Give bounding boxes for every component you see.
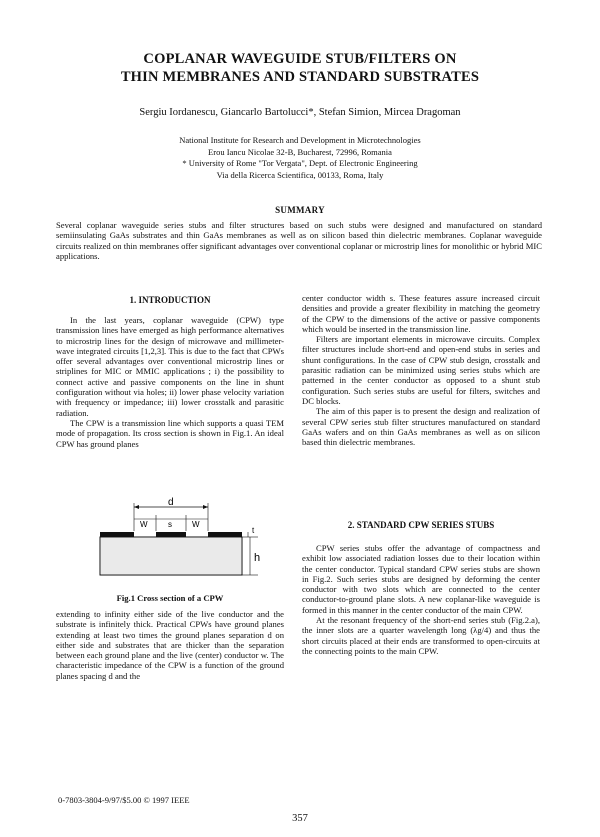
intro-left-lower	[56, 609, 284, 681]
substrate-fill	[101, 538, 241, 574]
ground-plane-right	[208, 532, 242, 537]
section2-paragraph: CPW series stubs offer the advantage of compactness and exhibit low associated radiation losses due to their location within the center conductor. Typical standard CPW series stubs are shown in Fig.2. Such series stubs are designed by deforming the center conductor with two slots which are connected to the center conductor-to-ground plane slots. A new coplanar-like waveguide is formed in this manner in the center conductor of the main CPW.	[302, 543, 540, 615]
intro-paragraph: Filters are important elements in microwave circuits. Complex filter structures include short-end and open-end stubs in series and shunt configurations. In the case of CPW stub design, crosstalk and parasitic radiation can be minimized using series stubs which are patterned in the center conductor as opposed to a shunt stub configuration. Such series stubs are useful for filters, switches and DC blocks.	[302, 334, 540, 406]
affiliation-line: * University of Rome "Tor Vergata", Dept. of Electronic Engineering	[182, 158, 418, 169]
d-arrow-right	[203, 505, 208, 509]
section2-body	[302, 543, 540, 656]
section2-paragraph: At the resonant frequency of the short-end series stub (Fig.2.a), the inner slots are a quarter wavelength long (λg/4) and thus the short circuits placed at their ends are transformed to open-circuits at the connecting points to the main CPW.	[302, 615, 540, 656]
affiliations	[0, 135, 600, 181]
copyright-notice: 0-7803-3804-9/97/$5.00 © 1997 IEEE	[58, 795, 190, 805]
intro-left-upper	[56, 315, 284, 449]
paper-title	[0, 50, 600, 86]
center-conductor	[156, 532, 186, 537]
ground-plane-left	[100, 532, 134, 537]
affiliation-line: Via della Ricerca Scientifica, 00133, Roma, Italy	[216, 169, 384, 180]
intro-paragraph: The CPW is a transmission line which supports a quasi TEM mode of propagation. Its cross section is shown in Fig.1. An ideal CPW has ground planes	[56, 417, 284, 449]
affiliation-line: Erou Iancu Nicolae 32-B, Bucharest, 72996, Romania	[208, 146, 392, 157]
h-label: h	[254, 552, 261, 564]
title-line-1: COPLANAR WAVEGUIDE STUB/FILTERS ON	[143, 51, 457, 67]
section2-heading: 2. STANDARD CPW SERIES STUBS	[347, 520, 495, 530]
d-arrow-left	[134, 505, 139, 509]
affiliation-line: National Institute for Research and Development in Microtechnologies	[179, 135, 421, 145]
intro-paragraph: center conductor width s. These features assure increased circuit densities and provide a greater flexibility in matching the geometry of the CPW to the dimensions of the active or passive components which would be inserted in the transmission line.	[302, 293, 540, 334]
intro-paragraph: extending to infinity either side of the live conductor and the substrate is infinitely thick. Practical CPWs have ground planes extending at least two times the ground planes separation d on either side and substrates that are thicker than the separation between each ground plane and the live (center) conductor w. The characteristic impedance of the CPW is a function of the ground planes spacing d and the	[56, 609, 284, 681]
d-label: d	[168, 497, 174, 508]
summary-text: Several coplanar waveguide series stubs and filter structures based on such stubs were designed and manufactured on standard semiinsulating GaAs substrates and thin GaAs membranes as well as on silicon based thin dielectric membranes. Coplanar waveguide circuits realized on thin membranes offer significant advantages over conventional coplanar or microstrip lines for monolithic or hybrid MIC applications.	[56, 220, 542, 262]
intro-heading: 1. INTRODUCTION	[129, 295, 211, 305]
w-label-right: W	[192, 520, 200, 529]
page-number: 357	[292, 813, 308, 824]
summary-heading: SUMMARY	[275, 205, 325, 215]
cpw-cross-section-figure	[90, 497, 280, 592]
w-label-left: W	[140, 520, 148, 529]
s-label: s	[168, 520, 172, 529]
t-label: t	[252, 526, 255, 535]
intro-right	[302, 293, 540, 447]
authors: Sergiu Iordanescu, Giancarlo Bartolucci*, Stefan Simion, Mircea Dragoman	[139, 107, 461, 118]
intro-paragraph: The aim of this paper is to present the design and realization of several CPW series stub filter structures manufactured on standard GaAs wafers and on thin GaAs membranes as well as on silicon based thin dielectric membranes.	[302, 406, 540, 448]
title-line-2: THIN MEMBRANES AND STANDARD SUBSTRATES	[120, 69, 480, 85]
intro-paragraph: In the last years, coplanar waveguide (CPW) type transmission lines have emerged as high performance alternatives to microstrip lines for the design of microwave and millimeter-wave integrated circuits [1,2,3]. This is due to the fact that CPWs offer several advantages over conventional microstrip lines or striplines for MIC or MMIC applications ; i) the possibility to connect active and passive components on the line in shunt configuration without via holes; ii) lower phase velocity variation with frequency or impedance; iii) lower crosstalk and parasitic radiation.	[56, 315, 284, 418]
figure-caption: Fig.1 Cross section of a CPW	[116, 593, 224, 603]
